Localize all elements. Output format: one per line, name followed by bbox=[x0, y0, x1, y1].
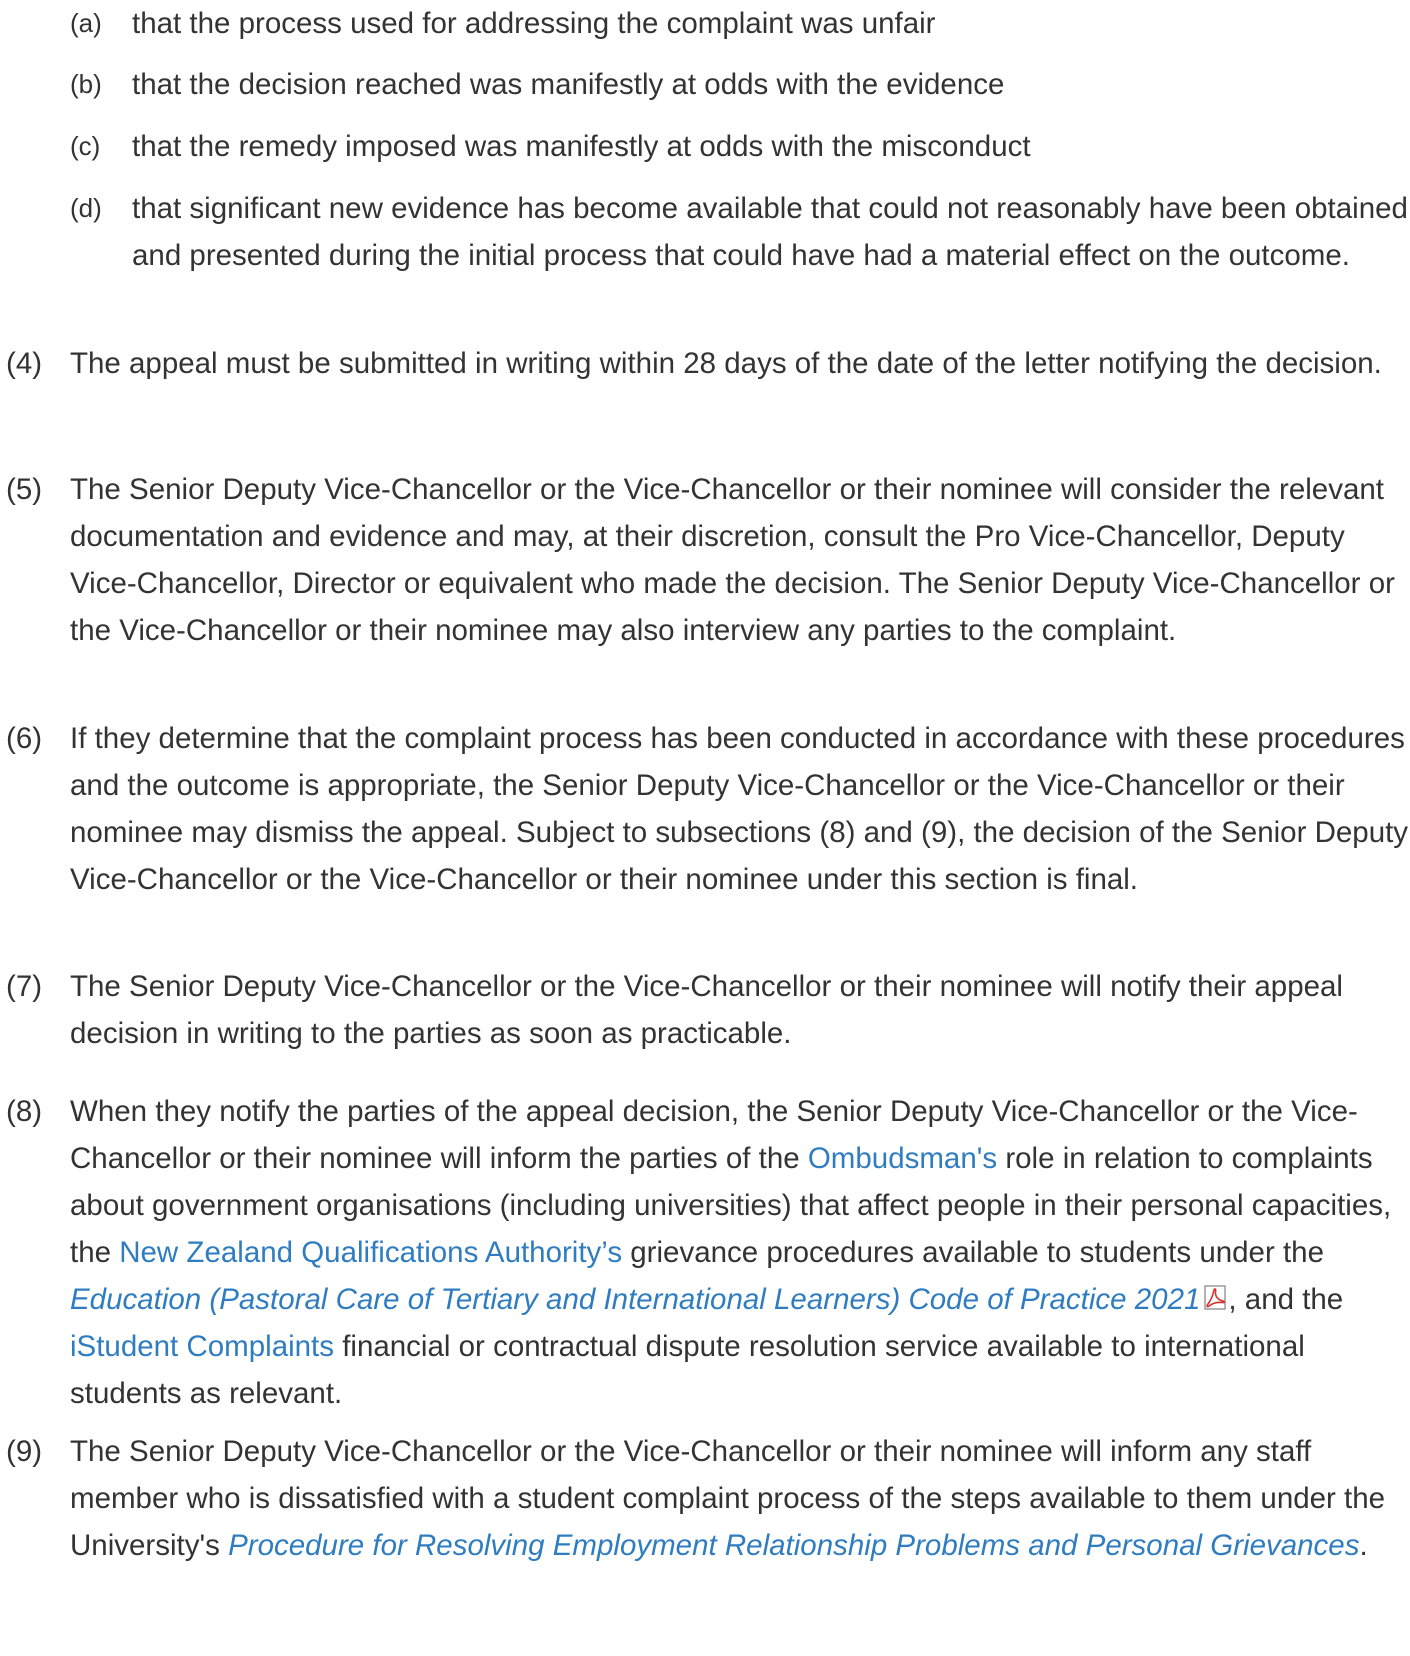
clause-number: (4) bbox=[6, 347, 43, 380]
clause-text-segment: When they notify the parties of the appeal decision, the Senior Deputy Vice-Chancellor or the Vice-Chancellor or their nominee will inform the parties of the bbox=[70, 1095, 1358, 1175]
subclause-b bbox=[0, 61, 1410, 108]
ombudsman-link[interactable]: Ombudsman's bbox=[807, 1142, 998, 1175]
clause-7 bbox=[0, 963, 1410, 1057]
clause-number: (7) bbox=[6, 970, 43, 1003]
clause-number: (6) bbox=[6, 722, 43, 755]
subclause-c bbox=[0, 123, 1410, 170]
clause-text-segment: , and the bbox=[1228, 1283, 1344, 1316]
clause-text bbox=[70, 1428, 1410, 1569]
clause-4 bbox=[0, 340, 1410, 387]
clause-text-segment: financial or contractual dispute resolution service available to international students as relevant. bbox=[70, 1330, 1305, 1410]
clause-5 bbox=[0, 466, 1410, 654]
clause-number: (8) bbox=[6, 1095, 43, 1128]
subclause-number: (d) bbox=[70, 193, 102, 223]
clause-text bbox=[70, 1088, 1410, 1417]
employment-grievances-procedure-link[interactable]: Procedure for Resolving Employment Relationship Problems and Personal Grievances bbox=[228, 1529, 1360, 1562]
istudent-complaints-link[interactable]: iStudent Complaints bbox=[70, 1330, 335, 1363]
clause-text: The Senior Deputy Vice-Chancellor or the Vice-Chancellor or their nominee will consider the relevant documentation and evidence and may, at their discretion, consult the Pro Vice-Chancellor, Deputy Vice-Chancellor, Director or equivalent who made the decision. The Senior Deputy Vice-Chancellor or the Vice-Chancellor or their nominee may also interview any parties to the complaint. bbox=[70, 473, 1395, 647]
clause-text-segment: . bbox=[1359, 1529, 1368, 1562]
subclause-number: (c) bbox=[70, 131, 101, 161]
pdf-icon[interactable] bbox=[1204, 1278, 1228, 1304]
subclause-text: that the process used for addressing the complaint was unfair bbox=[132, 7, 936, 40]
clause-text: The Senior Deputy Vice-Chancellor or the Vice-Chancellor or their nominee will notify their appeal decision in writing to the parties as soon as practicable. bbox=[70, 970, 1343, 1050]
clause-text-segment: The Senior Deputy Vice-Chancellor or the Vice-Chancellor or their nominee will inform any staff member who is dissatisfied with a student complaint process of the steps available to them under the University's bbox=[70, 1435, 1386, 1562]
code-of-practice-link[interactable]: Education (Pastoral Care of Tertiary and International Learners) Code of Practice 2021 bbox=[70, 1283, 1201, 1316]
clause-number: (5) bbox=[6, 473, 43, 506]
clause-number: (9) bbox=[6, 1435, 43, 1468]
clause-text-segment: role in relation to complaints about government organisations (including universities) that affect people in their personal capacities, the bbox=[70, 1142, 1392, 1269]
nzqa-link[interactable]: New Zealand Qualifications Authority’s bbox=[119, 1236, 623, 1269]
subclause-a bbox=[0, 0, 1410, 47]
subclause-number: (a) bbox=[70, 8, 102, 38]
subclause-text: that significant new evidence has become available that could not reasonably have been obtained and presented during the initial process that could have had a material effect on the outcome. bbox=[132, 192, 1408, 272]
subclause-number: (b) bbox=[70, 69, 102, 99]
clause-text: If they determine that the complaint process has been conducted in accordance with these procedures and the outcome is appropriate, the Senior Deputy Vice-Chancellor or the Vice-Chancellor or their nominee may dismiss the appeal. Subject to subsections (8) and (9), the decision of the Senior Deputy Vice-Chancellor or the Vice-Chancellor or their nominee under this section is final. bbox=[70, 722, 1409, 896]
subclause-text: that the decision reached was manifestly at odds with the evidence bbox=[132, 68, 1005, 101]
clause-text-segment: grievance procedures available to students under the bbox=[622, 1236, 1324, 1269]
clause-6 bbox=[0, 715, 1410, 903]
subclause-d bbox=[0, 185, 1410, 279]
clause-text: The appeal must be submitted in writing within 28 days of the date of the letter notifying the decision. bbox=[70, 347, 1382, 380]
subclause-text: that the remedy imposed was manifestly at odds with the misconduct bbox=[132, 130, 1031, 163]
clause-9 bbox=[0, 1428, 1410, 1569]
clause-8 bbox=[0, 1088, 1410, 1417]
